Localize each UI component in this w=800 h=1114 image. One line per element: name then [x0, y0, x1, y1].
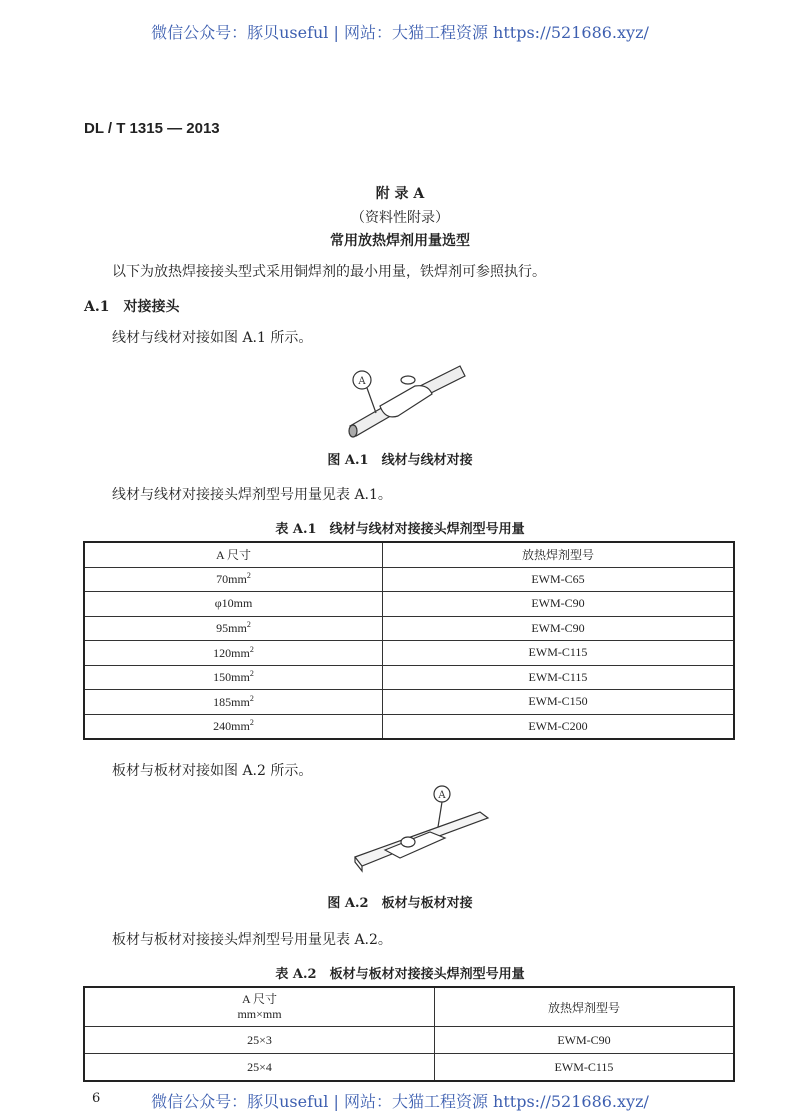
table-1-caption: 表 A.1 线材与线材对接接头焊剂型号用量 [275, 522, 525, 537]
cell-size: 95mm [216, 621, 247, 636]
table-header [84, 542, 734, 567]
table-row [84, 616, 734, 641]
cell-size: 185mm [213, 694, 250, 709]
cell-model: EWM-C65 [383, 567, 735, 592]
table-row [84, 567, 734, 592]
section-number: A.1 [84, 299, 110, 315]
table-row [84, 714, 734, 739]
appendix-heading: 常用放热焊剂用量选型 [330, 233, 470, 249]
standard-number: DL / T 1315 — 2013 [84, 120, 220, 137]
header-size: A 尺寸 [84, 542, 383, 567]
cell-size: 25×3 [84, 1027, 435, 1054]
figure-label: A [438, 790, 446, 801]
cell-size: 150mm [213, 670, 250, 685]
figure-2-caption: 图 A.2 板材与板材对接 [327, 896, 473, 911]
cell-model: EWM-C150 [383, 690, 735, 715]
cell-model: EWM-C115 [383, 665, 735, 690]
intro-text: 以下为放热焊接接头型式采用铜焊剂的最小用量，铁焊剂可参照执行。 [112, 264, 546, 280]
section-heading [84, 296, 179, 316]
table-header [84, 987, 734, 1027]
table-2-caption: 表 A.2 板材与板材对接接头焊剂型号用量 [275, 967, 525, 982]
table-row [84, 1054, 734, 1082]
cell-sup: 2 [249, 718, 254, 728]
para-3: 板材与板材对接如图 A.2 所示。 [112, 763, 313, 779]
table-row [84, 641, 734, 666]
table-row [84, 665, 734, 690]
cell-model: EWM-C200 [383, 714, 735, 739]
cell-sup: 2 [249, 669, 254, 679]
cell-size: 240mm [213, 719, 250, 734]
cell-size: 25×4 [84, 1054, 435, 1082]
cell-sup: 2 [249, 693, 254, 703]
cell-model: EWM-C90 [383, 616, 735, 641]
table-row [84, 592, 734, 617]
cell-size: φ10mm [214, 596, 253, 611]
page-number: 6 [92, 1091, 101, 1106]
figure-1-caption: 图 A.1 线材与线材对接 [327, 453, 473, 468]
figure-label: A [358, 376, 366, 387]
table-1 [83, 541, 735, 740]
para-1: 线材与线材对接如图 A.1 所示。 [112, 330, 313, 346]
header-size: A 尺寸 [241, 992, 277, 1006]
section-title: 对接接头 [123, 299, 180, 315]
para-2: 线材与线材对接接头焊剂型号用量见表 A.1。 [112, 487, 392, 503]
cell-model: EWM-C115 [435, 1054, 735, 1082]
header-unit: mm×mm [237, 1007, 282, 1021]
cell-model: EWM-C90 [383, 592, 735, 617]
header-model: 放热焊剂型号 [383, 542, 735, 567]
watermark-top: 微信公众号：豚贝useful | 网站：大猫工程资源 https://521686.xyz/ [151, 23, 649, 42]
appendix-title: 附 录 A [375, 186, 425, 202]
appendix-subtitle: （资料性附录） [351, 210, 449, 226]
cell-size: 120mm [213, 645, 250, 660]
figure-bar-splice [350, 782, 490, 877]
table-row [84, 1027, 734, 1054]
para-4: 板材与板材对接接头焊剂型号用量见表 A.2。 [112, 932, 392, 948]
table-2 [83, 986, 735, 1082]
cell-model: EWM-C115 [383, 641, 735, 666]
watermark-bottom: 微信公众号：豚贝useful | 网站：大猫工程资源 https://521686.xyz/ [151, 1092, 649, 1111]
cell-model: EWM-C90 [435, 1027, 735, 1054]
cell-sup: 2 [249, 644, 254, 654]
cell-size: 70mm [216, 572, 247, 587]
cell-sup: 2 [246, 620, 251, 630]
table-row [84, 690, 734, 715]
header-model: 放热焊剂型号 [435, 987, 735, 1027]
cell-sup: 2 [246, 571, 251, 581]
figure-wire-splice [340, 358, 470, 438]
